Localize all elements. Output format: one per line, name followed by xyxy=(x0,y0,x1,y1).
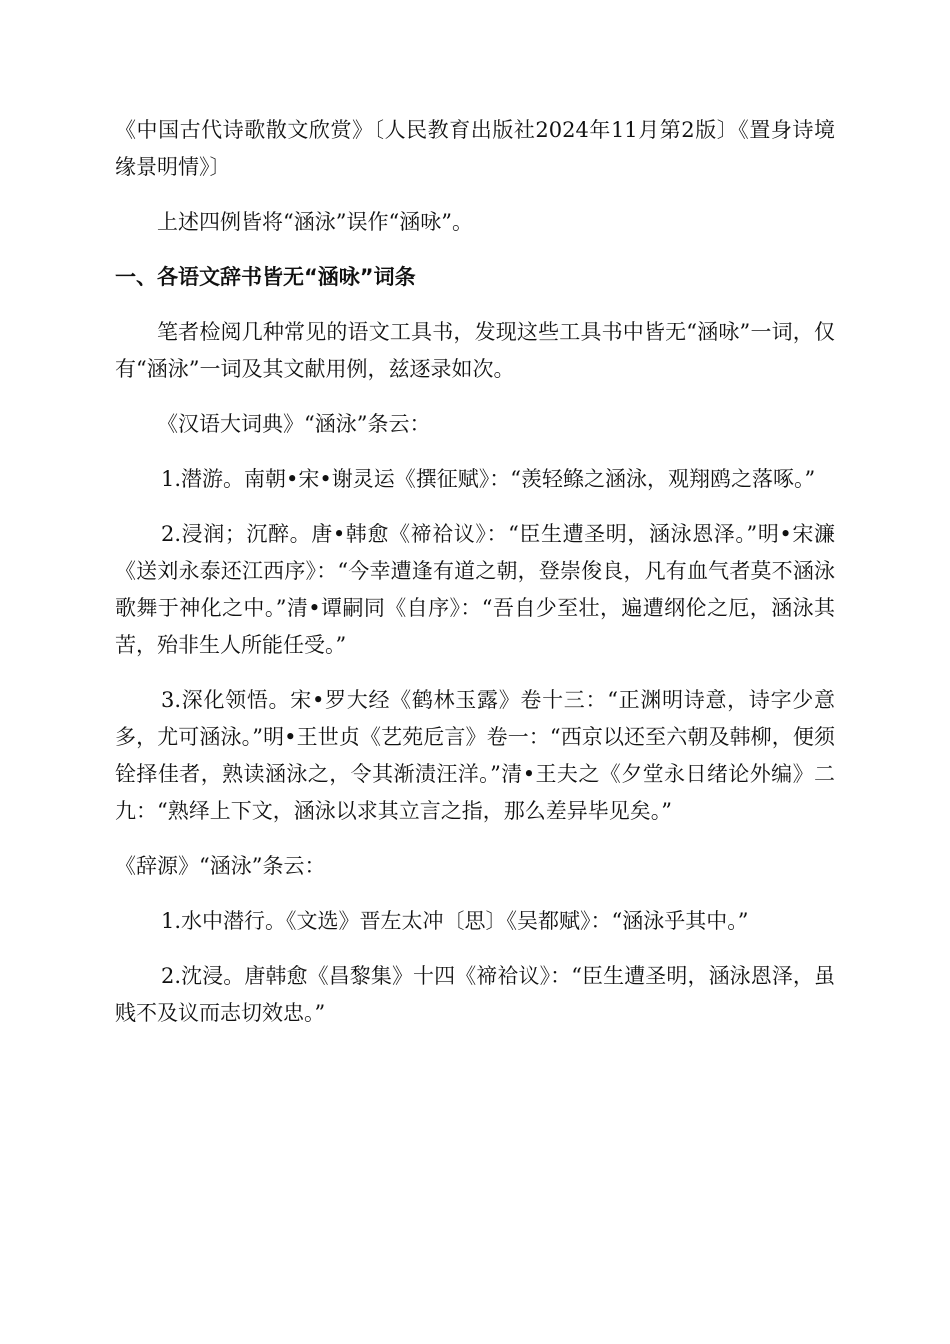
ciyuan-sense-2: 2.沈浸。唐韩愈《昌黎集》十四《禘祫议》：“臣生遭圣明，涵泳恩泽，虽贱不及议而志切效忠。” xyxy=(115,964,835,1025)
ciyuan-title: 《辞源》“涵泳”条云： xyxy=(115,854,326,878)
intro-paragraph: 笔者检阅几种常见的语文工具书，发现这些工具书中皆无“涵咏”一词，仅有“涵泳”一词及其文献用例，兹逐录如次。 xyxy=(115,320,835,381)
hanyu-title: 《汉语大词典》“涵泳”条云： xyxy=(157,412,431,436)
hanyu-sense-2: 2.浸润；沉醉。唐•韩愈《禘祫议》：“臣生遭圣明，涵泳恩泽。”明•宋濂《送刘永泰还江西序》：“今幸遭逢有道之朝，登崇俊良，凡有血气者莫不涵泳歌舞于神化之中。”清•谭嗣同《自序》：“吾自少至壮，遍遭纲伦之厄，涵泳其苦，殆非生人所能任受。” xyxy=(115,522,835,657)
ciyuan-sense-1: 1.水中潜行。《文选》晋左太冲〔思〕《吴都赋》：“涵泳乎其中。” xyxy=(161,909,749,933)
source-line: 《中国古代诗歌散文欣赏》〔人民教育出版社2024年11月第2版〕《置身诗境缘景明情》〕 xyxy=(115,118,835,179)
document-body xyxy=(115,112,835,1032)
section-heading: 一、各语文辞书皆无“涵咏”词条 xyxy=(115,265,416,289)
hanyu-sense-3: 3.深化领悟。宋•罗大经《鹤林玉露》卷十三：“正渊明诗意，诗字少意多，尤可涵泳。”明•王世贞《艺苑卮言》卷一：“西京以还至六朝及韩柳，便须铨择佳者，熟读涵泳之，令其渐渍汪洋。”清•王夫之《夕堂永日绪论外编》二九：“熟绎上下文，涵泳以求其立言之指，那么差异毕见矣。” xyxy=(115,688,835,823)
summary-paragraph: 上述四例皆将“涵泳”误作“涵咏”。 xyxy=(157,210,473,234)
hanyu-sense-1: 1.潜游。南朝•宋•谢灵运《撰征赋》：“羡轻鲦之涵泳，观翔鸥之落啄。” xyxy=(161,467,816,491)
